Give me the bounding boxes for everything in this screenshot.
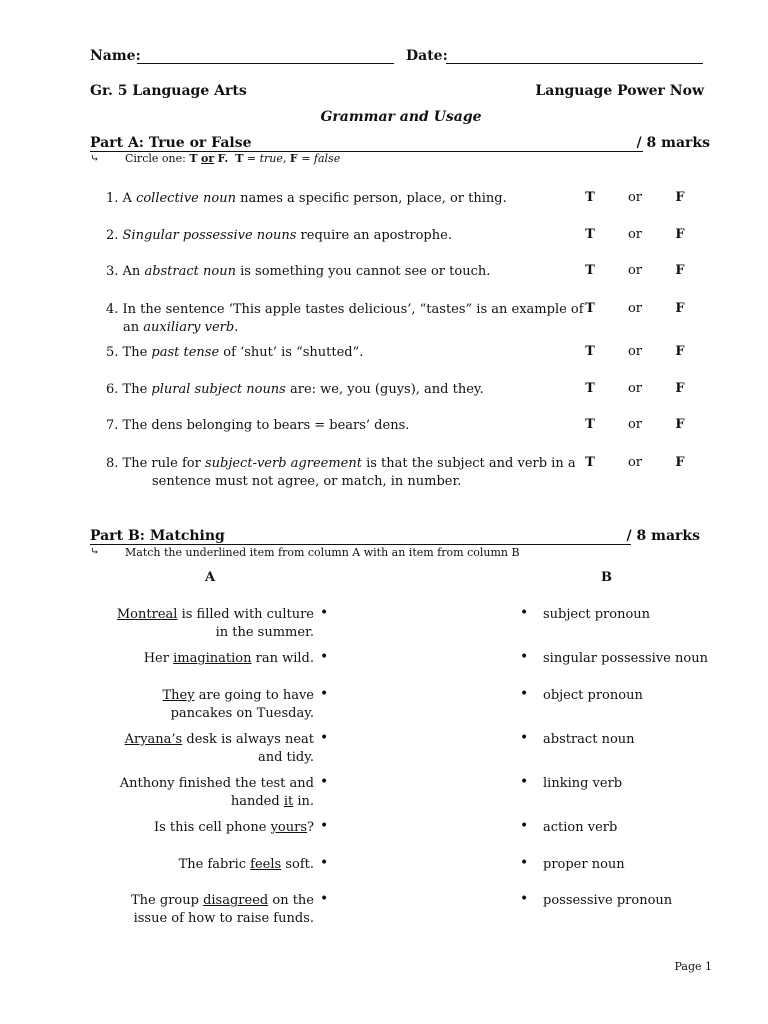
match-b-5: linking verb	[543, 776, 623, 791]
bullet-b[interactable]: •	[520, 605, 529, 621]
part-b-instruction: Match the underlined item from column A with an item from column B	[125, 546, 520, 559]
answer-false[interactable]: F	[675, 417, 685, 432]
match-b-6: action verb	[543, 820, 618, 835]
bullet-a[interactable]: •	[320, 649, 329, 665]
part-a-marks: / 8 marks	[636, 135, 710, 151]
bullet-b[interactable]: •	[520, 649, 529, 665]
answer-false[interactable]: F	[675, 381, 685, 396]
page-subtitle: Grammar and Usage	[320, 109, 482, 125]
answer-false[interactable]: F	[675, 190, 685, 205]
answer-true[interactable]: T	[585, 190, 595, 205]
or-label: or	[627, 455, 643, 470]
question-8: 8. The rule for subject-verb agreement is that the subject and verb in a sentence must not agree, or match, in number.	[106, 456, 576, 489]
column-b-heading: B	[601, 570, 612, 585]
bullet-a[interactable]: •	[320, 730, 329, 746]
bullet-a[interactable]: •	[320, 686, 329, 702]
part-a-instruction: Circle one: T or F. T = true, F = false	[125, 152, 341, 165]
question-6: 6. The plural subject nouns are: we, you (guys), and they.	[106, 382, 484, 397]
question-4: 4. In the sentence ‘This apple tastes delicious’, “tastes” is an example of an auxiliary verb.	[106, 302, 584, 335]
question-1: 1. A collective noun names a specific person, place, or thing.	[106, 191, 507, 206]
answer-false[interactable]: F	[675, 263, 685, 278]
match-b-7: proper noun	[543, 857, 625, 872]
part-a-title: Part A: True or False	[90, 135, 252, 151]
or-label: or	[627, 263, 643, 278]
match-b-8: possessive pronoun	[543, 893, 673, 908]
bullet-b[interactable]: •	[520, 891, 529, 907]
name-blank[interactable]	[137, 63, 394, 64]
answer-true[interactable]: T	[585, 301, 595, 316]
bullet-b[interactable]: •	[520, 730, 529, 746]
question-3: 3. An abstract noun is something you cannot see or touch.	[106, 264, 491, 279]
match-a-4: Aryana’s desk is always neat and tidy.	[124, 732, 314, 765]
bullet-b[interactable]: •	[520, 686, 529, 702]
date-label: Date:	[406, 48, 448, 64]
answer-true[interactable]: T	[585, 344, 595, 359]
answer-false[interactable]: F	[675, 344, 685, 359]
page-number: Page 1	[674, 960, 712, 973]
answer-true[interactable]: T	[585, 381, 595, 396]
match-b-3: object pronoun	[543, 688, 643, 703]
answer-false[interactable]: F	[675, 455, 685, 470]
answer-true[interactable]: T	[585, 455, 595, 470]
answer-true[interactable]: T	[585, 227, 595, 242]
bullet-b[interactable]: •	[520, 774, 529, 790]
bullet-a[interactable]: •	[320, 891, 329, 907]
or-label: or	[627, 344, 643, 359]
match-b-2: singular possessive noun	[543, 651, 708, 666]
answer-false[interactable]: F	[675, 301, 685, 316]
date-blank[interactable]	[446, 63, 703, 64]
answer-true[interactable]: T	[585, 263, 595, 278]
match-a-3: They are going to have pancakes on Tuesday.	[162, 688, 314, 721]
part-b-rule	[90, 544, 631, 545]
bullet-b[interactable]: •	[520, 818, 529, 834]
bullet-a[interactable]: •	[320, 605, 329, 621]
bullet-a[interactable]: •	[320, 855, 329, 871]
question-5: 5. The past tense of ‘shut’ is “shutted”.	[106, 345, 364, 360]
answer-true[interactable]: T	[585, 417, 595, 432]
match-a-2: Her imagination ran wild.	[143, 651, 314, 666]
question-7: 7. The dens belonging to bears = bears’ dens.	[106, 418, 410, 433]
column-a-heading: A	[205, 570, 216, 585]
or-label: or	[627, 227, 643, 242]
part-b-title: Part B: Matching	[90, 528, 225, 544]
match-b-1: subject pronoun	[543, 607, 651, 622]
part-b-marks: / 8 marks	[626, 528, 700, 544]
or-label: or	[627, 301, 643, 316]
or-label: or	[627, 190, 643, 205]
match-a-1: Montreal is filled with culture in the summer.	[116, 607, 314, 640]
match-a-5: Anthony finished the test and handed it in.	[119, 776, 314, 809]
bullet-a[interactable]: •	[320, 774, 329, 790]
arrow-icon: ⤷	[90, 152, 100, 165]
arrow-icon: ⤷	[90, 545, 100, 558]
match-a-6: Is this cell phone yours?	[153, 820, 314, 835]
match-b-4: abstract noun	[543, 732, 635, 747]
or-label: or	[627, 417, 643, 432]
match-a-7: The fabric feels soft.	[178, 857, 314, 872]
course-title: Gr. 5 Language Arts	[90, 83, 247, 99]
match-a-8: The group disagreed on the issue of how to raise funds.	[131, 893, 314, 926]
book-title: Language Power Now	[535, 83, 704, 99]
name-label: Name:	[90, 48, 141, 64]
or-label: or	[627, 381, 643, 396]
bullet-a[interactable]: •	[320, 818, 329, 834]
bullet-b[interactable]: •	[520, 855, 529, 871]
question-2: 2. Singular possessive nouns require an apostrophe.	[106, 228, 452, 243]
answer-false[interactable]: F	[675, 227, 685, 242]
